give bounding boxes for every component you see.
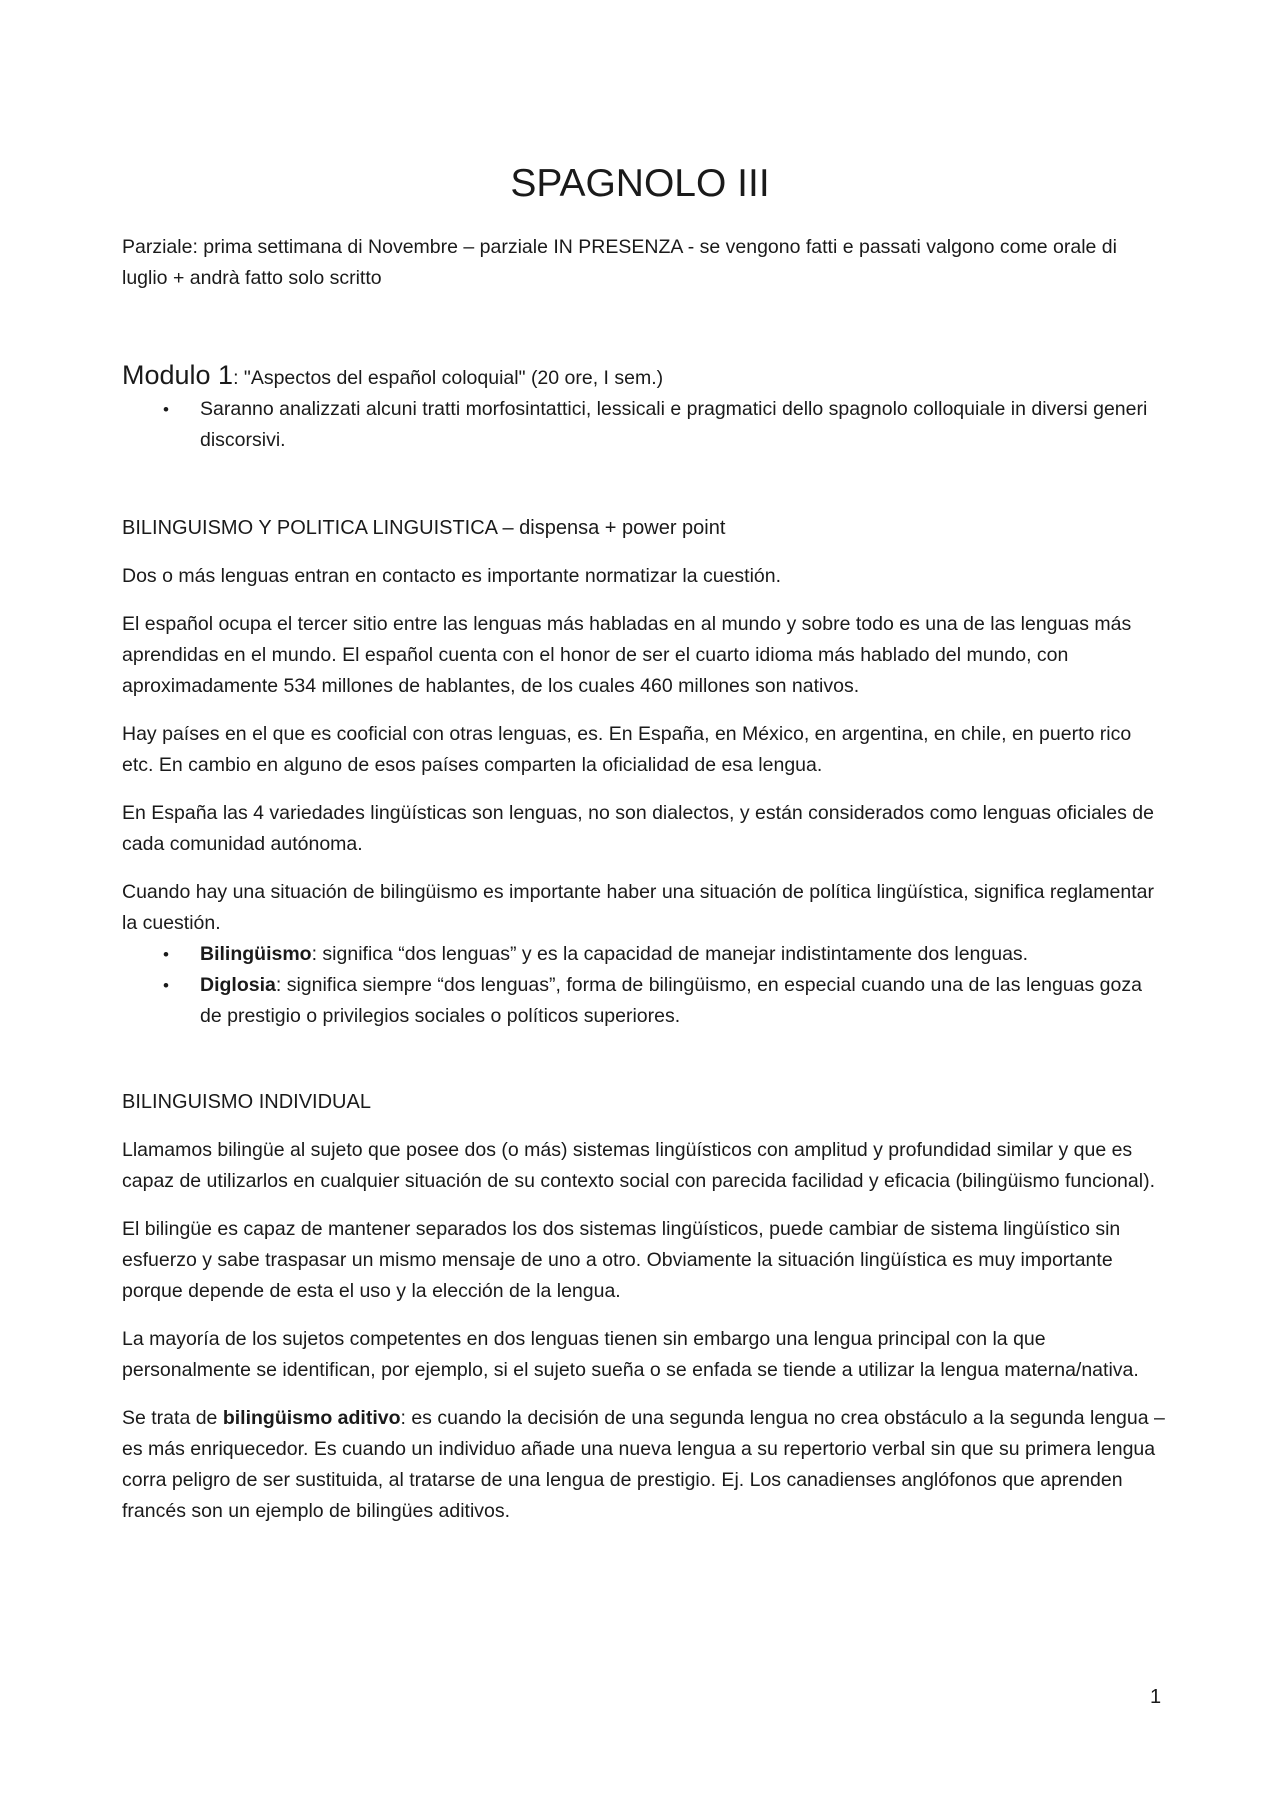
section-heading-bilinguismo-politica bbox=[122, 513, 1167, 544]
aditivo-body: : es cuando la decisión de una segunda lengua no crea obstáculo a la segunda lengua – es más enriquecedor. Es cuando un individuo añade una nueva lengua a su repertorio verbal sin que su primera lengua corra peligro de ser sustituida, al tratarse de una lengua de prestigio. Ej. Los canadienses anglófonos que aprenden francés son un ejemplo de bilingües aditivos. bbox=[122, 1407, 1165, 1522]
module-1-heading bbox=[122, 360, 1167, 394]
paragraph: El español ocupa el tercer sitio entre las lenguas más habladas en al mundo y sobre todo es una de las lenguas más aprendidas en el mundo. El español cuenta con el honor de ser el cuarto idioma más hablado del mundo, con aproximadamente 534 millones de hablantes, de los cuales 460 millones son nativos. bbox=[122, 613, 1132, 697]
module-1-bullet-text: Saranno analizzati alcuni tratti morfosintattici, lessicali e pragmatici dello spagnolo colloquiale in diversi generi discorsivi. bbox=[200, 398, 1148, 451]
aditivo-lead: Se trata de bbox=[122, 1407, 223, 1429]
bullet-icon: • bbox=[163, 400, 169, 419]
paragraph: Cuando hay una situación de bilingüismo es importante haber una situación de política lingüística, significa reglamentar la cuestión. bbox=[122, 881, 1154, 934]
module-1-bullet-list bbox=[122, 394, 1167, 456]
bullet-icon: • bbox=[163, 945, 169, 964]
section-heading-bilinguismo-individual: BILINGUISMO INDIVIDUAL bbox=[122, 1091, 371, 1113]
module-1-title: : "Aspectos del español coloquial" (20 ore, I sem.) bbox=[233, 367, 664, 389]
definition-bullet-list bbox=[122, 939, 1167, 1032]
section-heading-text: BILINGUISMO Y POLITICA LINGUISTICA bbox=[122, 517, 497, 539]
paragraph: Hay países en el que es cooficial con otras lenguas, es. En España, en México, en argentina, en chile, en puerto rico etc. En cambio en alguno de esos países comparten la oficialidad de esa lengua. bbox=[122, 723, 1132, 776]
bullet-icon: • bbox=[163, 976, 169, 995]
paragraph: El bilingüe es capaz de mantener separados los dos sistemas lingüísticos, puede cambiar de sistema lingüístico sin esfuerzo y sabe traspasar un mismo mensaje de uno a otro. Obviamente la situación lingüística es muy importante porque depende de esta el uso y la elección de la lengua. bbox=[122, 1218, 1121, 1302]
intro-paragraph: Parziale: prima settimana di Novembre – parziale IN PRESENZA - se vengono fatti e passati valgono come orale di luglio + andrà fatto solo scritto bbox=[122, 236, 1117, 289]
list-item bbox=[122, 970, 1167, 1032]
list-item bbox=[122, 939, 1167, 970]
paragraph: Llamamos bilingüe al sujeto que posee dos (o más) sistemas lingüísticos con amplitud y profundidad similar y que es capaz de utilizarlos en cualquier situación de su contexto social con parecida facilidad y eficacia (bilingüismo funcional). bbox=[122, 1139, 1155, 1192]
page-number: 1 bbox=[1150, 1686, 1162, 1708]
aditivo-term: bilingüismo aditivo bbox=[222, 1407, 401, 1429]
definition-text: : significa “dos lenguas” y es la capacidad de manejar indistintamente dos lenguas. bbox=[311, 943, 1029, 965]
paragraph: Dos o más lenguas entran en contacto es importante normatizar la cuestión. bbox=[122, 565, 782, 587]
definition-term: Diglosia bbox=[200, 974, 276, 996]
definition-text: : significa siempre “dos lenguas”, forma de bilingüismo, en especial cuando una de las lenguas goza de prestigio o privilegios sociales o políticos superiores. bbox=[200, 974, 1142, 1027]
paragraph: En España las 4 variedades lingüísticas son lenguas, no son dialectos, y están considerados como lenguas oficiales de cada comunidad autónoma. bbox=[122, 802, 1154, 855]
paragraph: La mayoría de los sujetos competentes en dos lenguas tienen sin embargo una lengua principal con la que personalmente se identifican, por ejemplo, si el sujeto sueña o se enfada se tiende a utilizar la lengua materna/nativa. bbox=[122, 1328, 1139, 1381]
document-body bbox=[122, 232, 1167, 1527]
module-1-label: Modulo 1 bbox=[122, 360, 234, 390]
section-heading-suffix: – dispensa + power point bbox=[496, 517, 726, 539]
document-title: SPAGNOLO III bbox=[510, 162, 770, 205]
definition-term: Bilingüismo bbox=[200, 943, 312, 965]
list-item bbox=[122, 394, 1167, 456]
aditivo-paragraph bbox=[122, 1403, 1167, 1527]
